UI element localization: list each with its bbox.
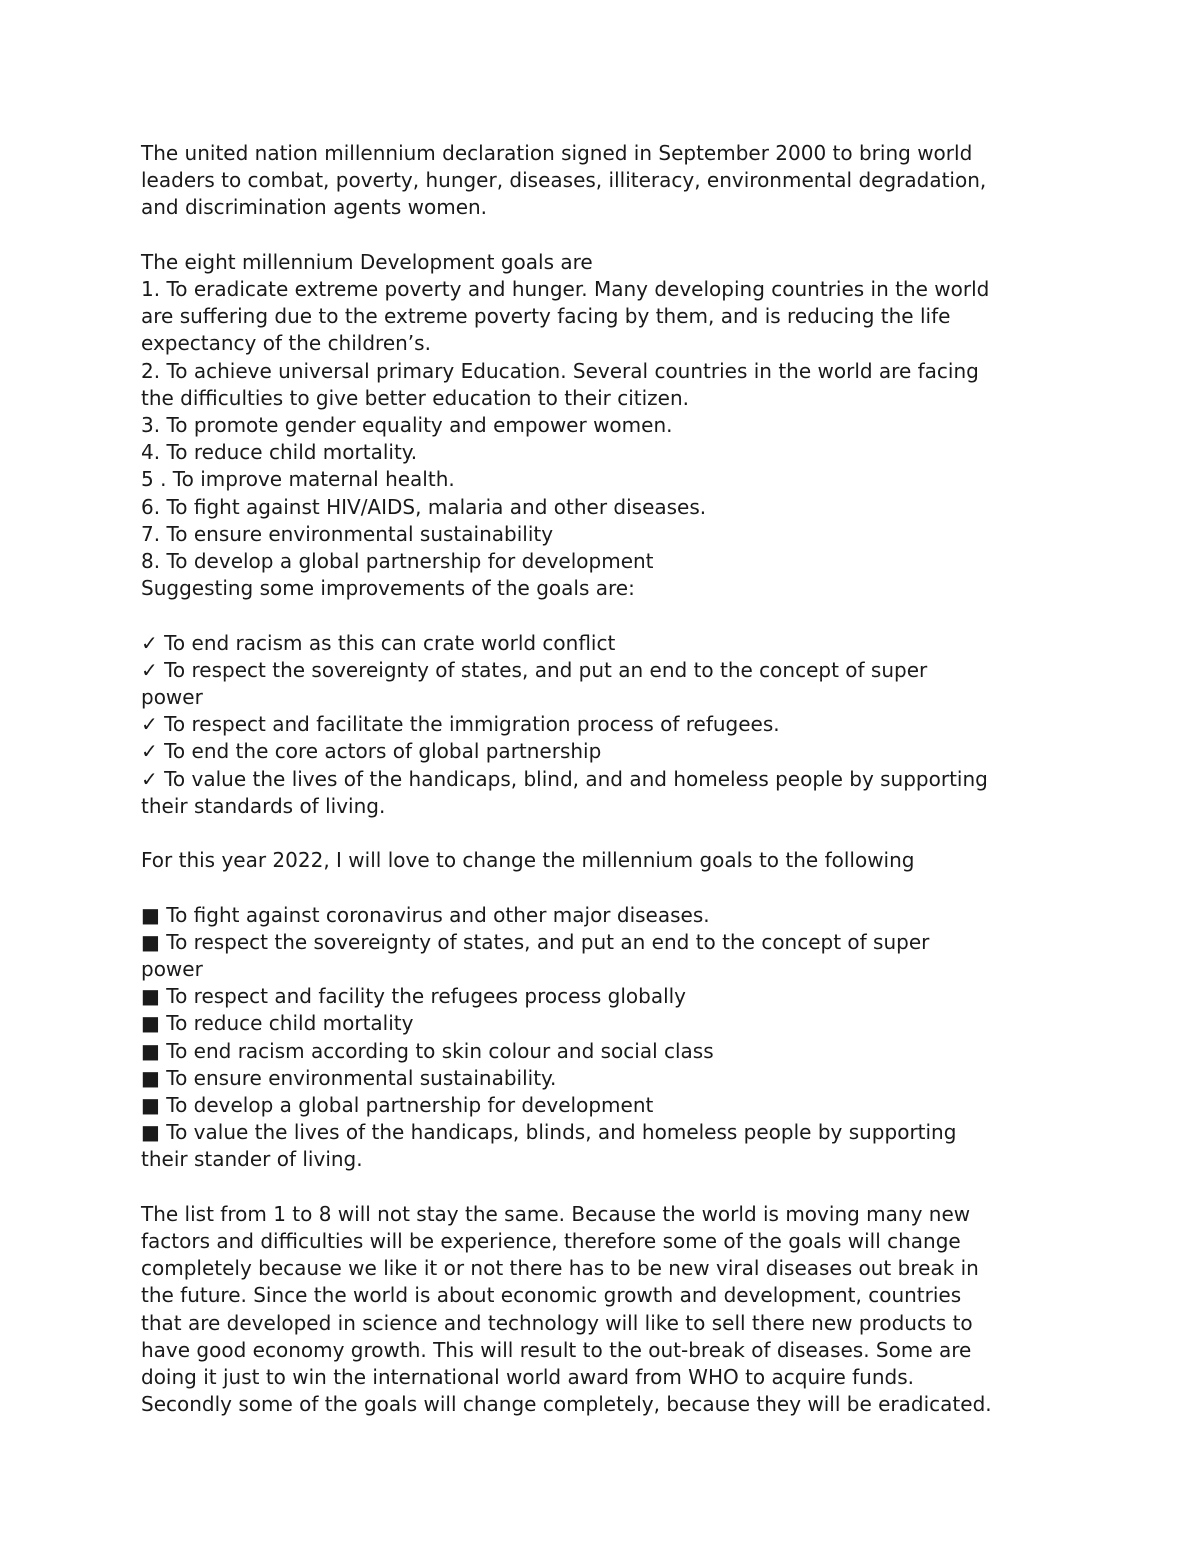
improvement-item: their standards of living. bbox=[141, 793, 386, 818]
blank-line bbox=[141, 222, 1071, 249]
goal-line: 1. To eradicate extreme poverty and hunger. Many developing countries in the world bbox=[141, 277, 990, 301]
goal-line: the difficulties to give better education to their citizen. bbox=[141, 385, 690, 410]
improvements-heading: Suggesting some improvements of the goals are: bbox=[141, 576, 635, 601]
conclusion-line: the future. Since the world is about economic growth and development, countries bbox=[141, 1283, 962, 1308]
improvement-item: ✓ To end racism as this can crate world conflict bbox=[141, 630, 616, 655]
goal-line: 2. To achieve universal primary Education. Several countries in the world are facing bbox=[141, 358, 979, 383]
goal-line: 7. To ensure environmental sustainability bbox=[141, 521, 554, 546]
improvement-item: power bbox=[141, 685, 203, 710]
goals-section bbox=[141, 249, 1071, 603]
new-goal-item: power bbox=[141, 957, 203, 982]
blank-line bbox=[141, 1174, 1071, 1201]
goal-line: 3. To promote gender equality and empower women. bbox=[141, 413, 673, 438]
new-goal-item: ■ To value the lives of the handicaps, blinds, and homeless people by supporting bbox=[141, 1120, 957, 1145]
new-goal-item: ■ To end racism according to skin colour and social class bbox=[141, 1038, 714, 1063]
new-goal-item: ■ To fight against coronavirus and other major diseases. bbox=[141, 902, 710, 927]
intro-line: and discrimination agents women. bbox=[141, 195, 488, 220]
improvement-item: ✓ To value the lives of the handicaps, blind, and and homeless people by supporting bbox=[141, 766, 988, 791]
conclusion-line: that are developed in science and technology will like to sell there new products to bbox=[141, 1310, 973, 1335]
conclusion-line: factors and difficulties will be experience, therefore some of the goals will change bbox=[141, 1229, 961, 1254]
blank-line bbox=[141, 820, 1071, 847]
conclusion-line: completely because we like it or not there has to be new viral diseases out break in bbox=[141, 1256, 979, 1281]
improvement-item: ✓ To respect the sovereignty of states, and put an end to the concept of super bbox=[141, 657, 928, 682]
change-heading: For this year 2022, I will love to change the millennium goals to the following bbox=[141, 848, 915, 873]
change-heading-paragraph bbox=[141, 847, 1071, 874]
blank-line bbox=[141, 602, 1071, 629]
conclusion-line: doing it just to win the international world award from WHO to acquire funds. bbox=[141, 1365, 915, 1390]
conclusion-line: Secondly some of the goals will change completely, because they will be eradicated. bbox=[141, 1392, 992, 1417]
goal-line: are suffering due to the extreme poverty facing by them, and is reducing the life bbox=[141, 304, 951, 329]
goals-heading: The eight millennium Development goals are bbox=[141, 249, 593, 274]
new-goal-item: ■ To respect and facility the refugees process globally bbox=[141, 984, 687, 1009]
improvement-item: ✓ To respect and facilitate the immigration process of refugees. bbox=[141, 712, 780, 737]
improvement-item: ✓ To end the core actors of global partnership bbox=[141, 739, 602, 764]
goal-line: 5 . To improve maternal health. bbox=[141, 467, 455, 492]
new-goal-item: ■ To ensure environmental sustainability. bbox=[141, 1065, 557, 1090]
goal-line: 6. To fight against HIV/AIDS, malaria and other diseases. bbox=[141, 494, 707, 519]
intro-line: leaders to combat, poverty, hunger, diseases, illiteracy, environmental degradation, bbox=[141, 168, 987, 193]
intro-line: The united nation millennium declaration signed in September 2000 to bring world bbox=[141, 141, 973, 165]
conclusion-line: have good economy growth. This will result to the out-break of diseases. Some are bbox=[141, 1337, 972, 1362]
new-goal-item: their stander of living. bbox=[141, 1147, 363, 1172]
goal-line: expectancy of the children’s. bbox=[141, 331, 431, 356]
document-body bbox=[141, 140, 1071, 1418]
improvements-list bbox=[141, 630, 1071, 820]
intro-paragraph bbox=[141, 140, 1071, 222]
conclusion-line: The list from 1 to 8 will not stay the same. Because the world is moving many new bbox=[141, 1201, 971, 1226]
new-goals-list bbox=[141, 902, 1071, 1174]
goal-line: 4. To reduce child mortality. bbox=[141, 440, 418, 465]
new-goal-item: ■ To develop a global partnership for development bbox=[141, 1093, 654, 1118]
goal-line: 8. To develop a global partnership for development bbox=[141, 549, 654, 574]
conclusion-paragraph bbox=[141, 1201, 1071, 1419]
new-goal-item: ■ To respect the sovereignty of states, and put an end to the concept of super bbox=[141, 929, 930, 954]
blank-line bbox=[141, 874, 1071, 901]
new-goal-item: ■ To reduce child mortality bbox=[141, 1011, 414, 1036]
